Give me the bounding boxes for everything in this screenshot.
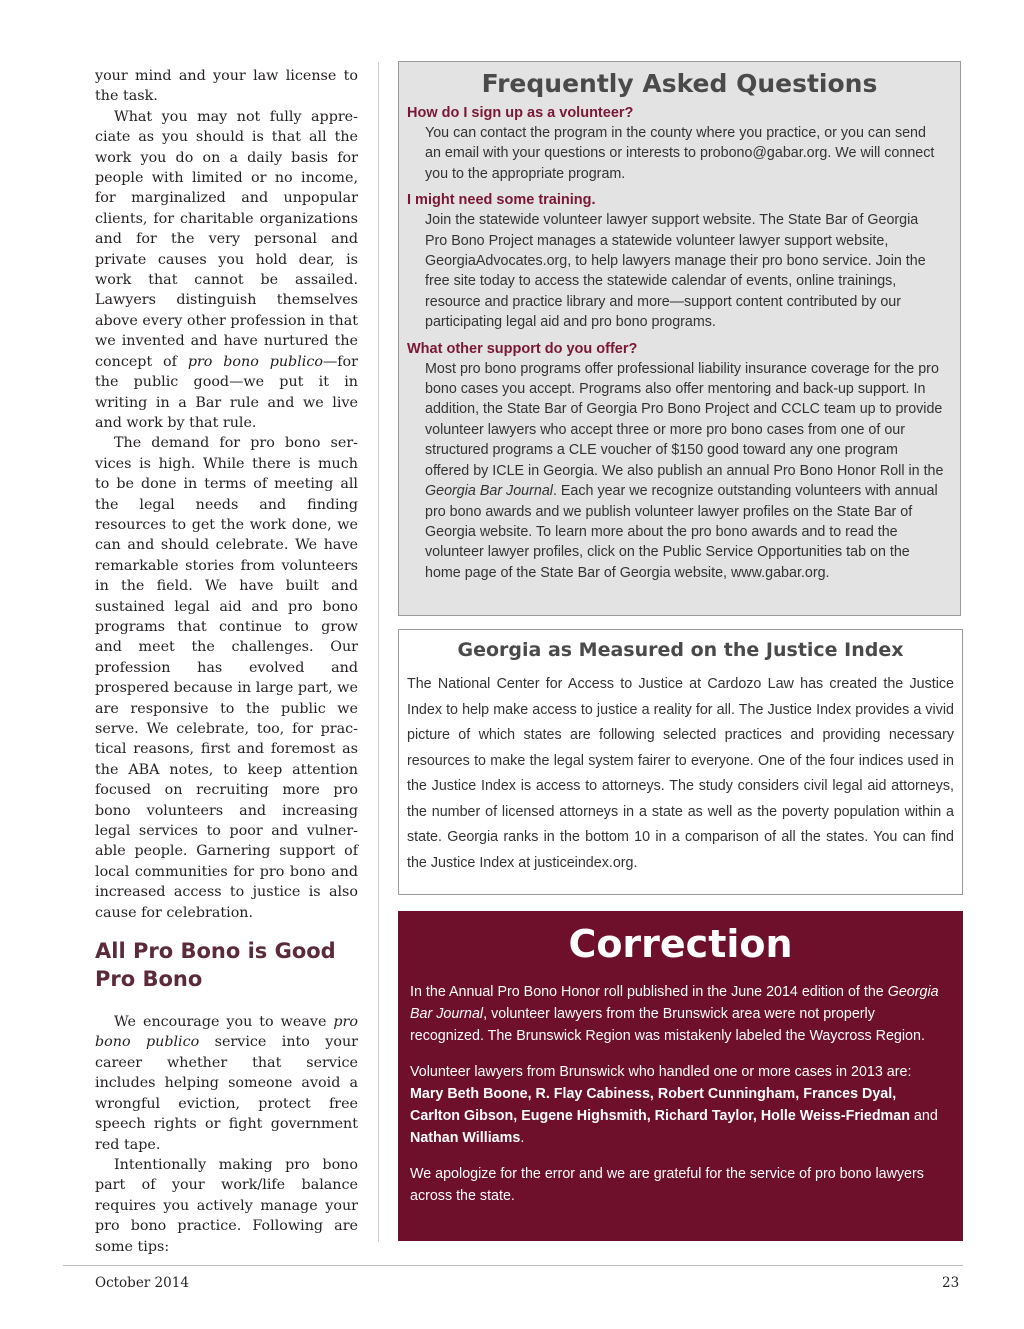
- body-paragraph: The demand for pro bono services is high. While there is much to be done in terms of meeting all the legal needs and finding resources to get the work done, we can and should celebrate. We have remarkable stories from volunteers in the field. We have built and sustained legal aid and pro bono programs that continue to grow and meet the challenges. Our profession has evolved and prospered because in large part, we are responsive to the public we serve. We celebrate, too, for practical reasons, first and foremost as the ABA notes, to keep attention focused on recruiting more pro bono volunteers and increasing legal services to poor and vulnerable people. Garnering support of local communities for pro bono and increased access to justice is also cause for celebration.: [95, 435, 358, 921]
- justice-index-body: The National Center for Access to Justice at Cardozo Law has created the Justice Index to help make access to justice a reality for all. The Justice Index provides a vivid picture of which states are following selected practices and providing necessary resources to make the legal system fairer to everyone. One of the four indices used in the Justice Index is access to attorneys. The study considers civil legal aid attorneys, the number of licensed attorneys in a state as well as the poverty population within a state. Georgia ranks in the bottom 10 in a comparison of all the states. You can find the Justice Index at justiceindex.org.: [407, 676, 954, 871]
- column-divider: [378, 62, 379, 1242]
- text-run: Most pro bono programs offer professional liability insurance coverage for the pro bono cases you accept. Programs also offer mentoring and back-up support. In addition, the State Bar of Georgia Pro Bono Project and CCLC team up to provide volunteer lawyers who accept three or more pro bono cases from one of our structured programs a CLE voucher of $150 good toward any one program offered by ICLE in Georgia. We also publish an annual Pro Bono Honor Roll in the: [425, 360, 944, 479]
- faq-question: How do I sign up as a volunteer?: [407, 105, 634, 121]
- text-run: Volunteer lawyers from Brunswick who handled one or more cases in 2013 are:: [410, 1064, 912, 1080]
- justice-index-box: [398, 629, 963, 895]
- text-run: In the Annual Pro Bono Honor roll published in the June 2014 edition of the: [410, 984, 888, 1000]
- italic-text: Georgia Bar Journal: [410, 984, 939, 1022]
- text-run: What you may not fully appreciate as you should is that all the work you do on a daily basis for people with limited or no income, for marginalized and unpopular clients, for charitable organizations and for the very personal and private causes you hold dear, is work that cannot be assailed. Lawyers distinguish themselves above every other profession in that we invented and have nurtured the concept of: [95, 108, 358, 370]
- left-column: [95, 66, 358, 1257]
- text-run: —for the public good—we put it in writing in a Bar rule and we live and work by that rule.: [95, 353, 358, 431]
- correction-title: Correction: [568, 922, 793, 966]
- text-run: We encourage you to weave: [114, 1014, 334, 1031]
- correction-paragraph: We apologize for the error and we are grateful for the service of pro bono lawyers across the state.: [410, 1166, 924, 1204]
- faq-answer: You can contact the program in the county where you practice, or you can send an email with your questions or interests to probono@gabar.org. We will connect you to the appropriate program.: [425, 125, 935, 182]
- faq-question: What other support do you offer?: [407, 340, 638, 357]
- faq-title: Frequently Asked Questions: [481, 69, 878, 98]
- text-run: , volunteer lawyers from the Brunswick area were not properly recognized. The Brunswick Region was mistakenly labeled the Waycross Region.: [410, 1006, 925, 1044]
- italic-text: pro bono publico: [187, 353, 323, 370]
- correction-paragraph: [410, 981, 943, 1047]
- volunteer-names: Nathan Williams: [410, 1130, 521, 1146]
- body-paragraph: your mind and your law license to the task.: [95, 68, 358, 105]
- body-paragraph: [95, 107, 358, 434]
- justice-index-title: Georgia as Measured on the Justice Index: [457, 639, 904, 661]
- text-run: service into your career whether that service includes helping someone avoid a wrongful eviction, protect free speech rights or fight government red tape.: [95, 1034, 358, 1153]
- page-number: 23: [942, 1275, 960, 1291]
- text-run: .: [520, 1130, 525, 1146]
- section-heading: All Pro Bono is Good Pro Bono: [95, 939, 336, 992]
- body-paragraph: [95, 1012, 358, 1155]
- footer-date: October 2014: [95, 1275, 189, 1291]
- faq-question: I might need some training.: [407, 192, 596, 209]
- faq-box: [398, 61, 961, 616]
- correction-paragraph: [410, 1061, 943, 1149]
- volunteer-names: Mary Beth Boone, R. Flay Cabiness, Robert Cunningham, Frances Dyal, Carlton Gibson, Eugene Highsmith, Richard Taylor, Holle Weiss-Friedman: [410, 1086, 910, 1124]
- body-paragraph: Intentionally making pro bono part of your work/life balance requires you actively manage your pro bono practice. Following are some tips:: [95, 1156, 358, 1255]
- correction-box: [398, 911, 963, 1241]
- text-run: and: [909, 1108, 938, 1124]
- italic-text: pro bono publico: [95, 1014, 358, 1051]
- footer-rule: [63, 1265, 963, 1266]
- text-run: . Each year we recognize outstanding volunteers with annual pro bono awards and we publish volunteer lawyer profiles on the State Bar of Georgia website. To learn more about the pro bono awards and to read the volunteer lawyer profiles, click on the Public Service Opportunities tab on the home page of the State Bar of Georgia website, www.gabar.org.: [425, 483, 938, 581]
- faq-answer: [425, 359, 944, 583]
- faq-answer: Join the statewide volunteer lawyer support website. The State Bar of Georgia Pro Bono Project manages a statewide volunteer lawyer support website, GeorgiaAdvocates.org, to help lawyers manage their pro bono service. Join the free site today to access the statewide calendar of events, online trainings, resource and practice library and more—support content contributed by our participating legal aid and pro bono programs.: [425, 212, 926, 331]
- italic-text: Georgia Bar Journal: [425, 483, 553, 500]
